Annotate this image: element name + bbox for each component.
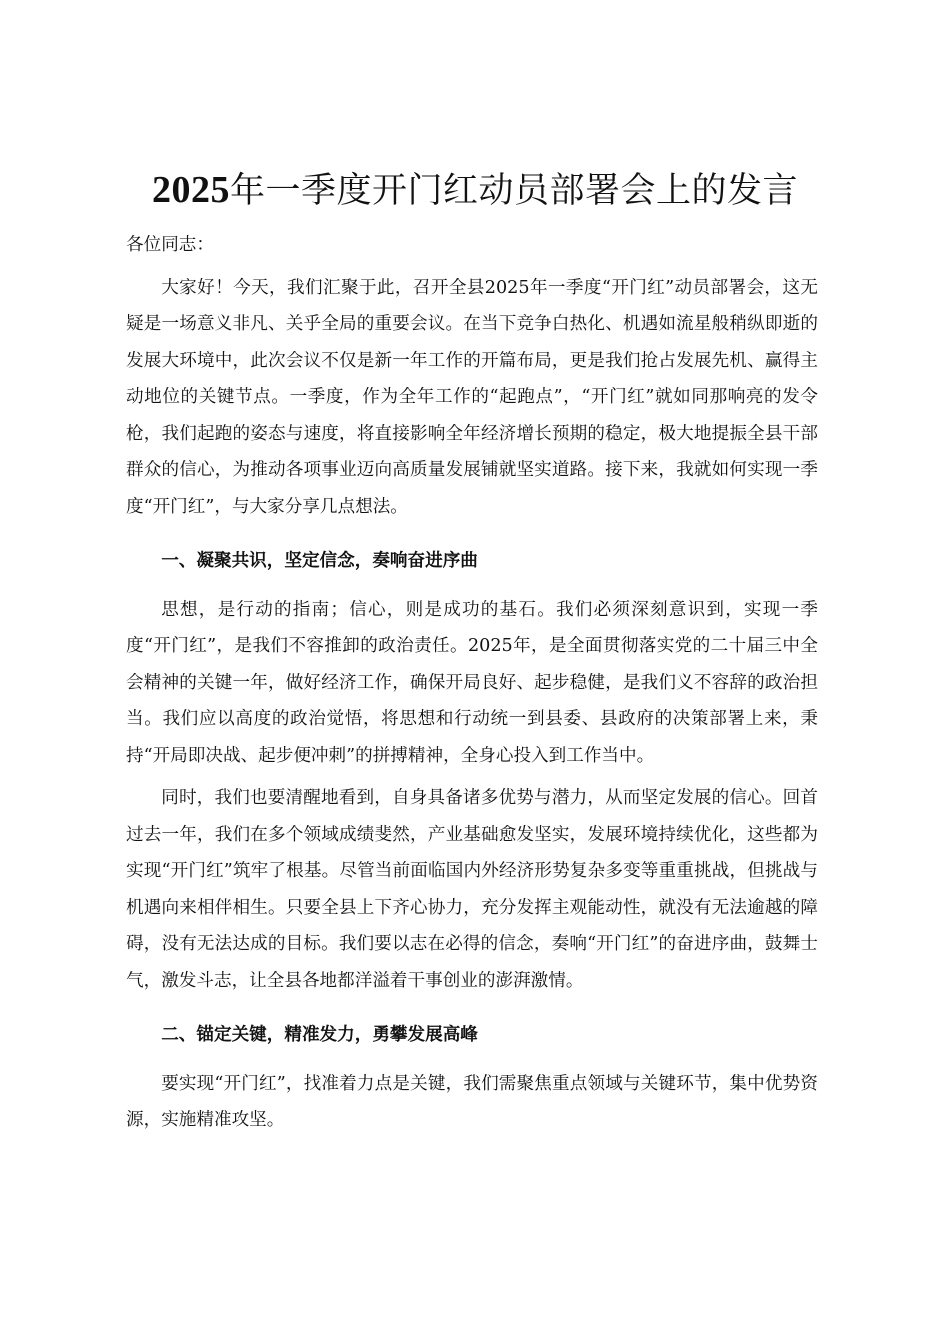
section-2-paragraph: 要实现“开门红”，找准着力点是关键，我们需聚焦重点领域与关键环节，集中优势资源，实施精准攻坚。 xyxy=(126,1073,818,1130)
title-text: 年一季度开门红动员部署会上的发言 xyxy=(229,171,798,211)
document-body xyxy=(126,227,818,1139)
intro-paragraph: 大家好！今天，我们汇聚于此，召开全县2025年一季度“开门红”动员部署会，这无疑是一场意义非凡、关乎全局的重要会议。在当下竞争白热化、机遇如流星般稍纵即逝的发展大环境中，此次会议不仅是新一年工作的开篇布局，更是我们抢占发展先机、赢得主动地位的关键节点。一季度，作为全年工作的“起跑点”，“开门红”就如同那响亮的发令枪，我们起跑的姿态与速度，将直接影响全年经济增长预期的稳定，极大地提振全县干部群众的信心，为推动各项事业迈向高质量发展铺就坚实道路。接下来，我就如何实现一季度“开门红”，与大家分享几点想法。 xyxy=(126,277,818,517)
section-1-heading: 一、凝聚共识，坚定信念，奏响奋进序曲 xyxy=(161,550,478,571)
section-2-heading: 二、锚定关键，精准发力，勇攀发展高峰 xyxy=(161,1024,478,1045)
document-title xyxy=(0,166,950,215)
section-1-paragraph: 思想，是行动的指南；信心，则是成功的基石。我们必须深刻意识到，实现一季度“开门红”，是我们不容推卸的政治责任。2025年，是全面贯彻落实党的二十届三中全会精神的关键一年，做好经济工作，确保开局良好、起步稳健，是我们义不容辞的政治担当。我们应以高度的政治觉悟，将思想和行动统一到县委、县政府的决策部署上来，秉持“开局即决战、起步便冲刺”的拼搏精神，全身心投入到工作当中。 xyxy=(126,599,818,766)
section-1-paragraph: 同时，我们也要清醒地看到，自身具备诸多优势与潜力，从而坚定发展的信心。回首过去一年，我们在多个领域成绩斐然，产业基础愈发坚实，发展环境持续优化，这些都为实现“开门红”筑牢了根基。尽管当前面临国内外经济形势复杂多变等重重挑战，但挑战与机遇向来相伴相生。只要全县上下齐心协力，充分发挥主观能动性，就没有无法逾越的障碍，没有无法达成的目标。我们要以志在必得的信念，奏响“开门红”的奋进序曲，鼓舞士气，激发斗志，让全县各地都洋溢着干事创业的澎湃激情。 xyxy=(126,788,818,991)
salutation: 各位同志： xyxy=(126,235,214,255)
title-year: 2025 xyxy=(151,169,230,211)
